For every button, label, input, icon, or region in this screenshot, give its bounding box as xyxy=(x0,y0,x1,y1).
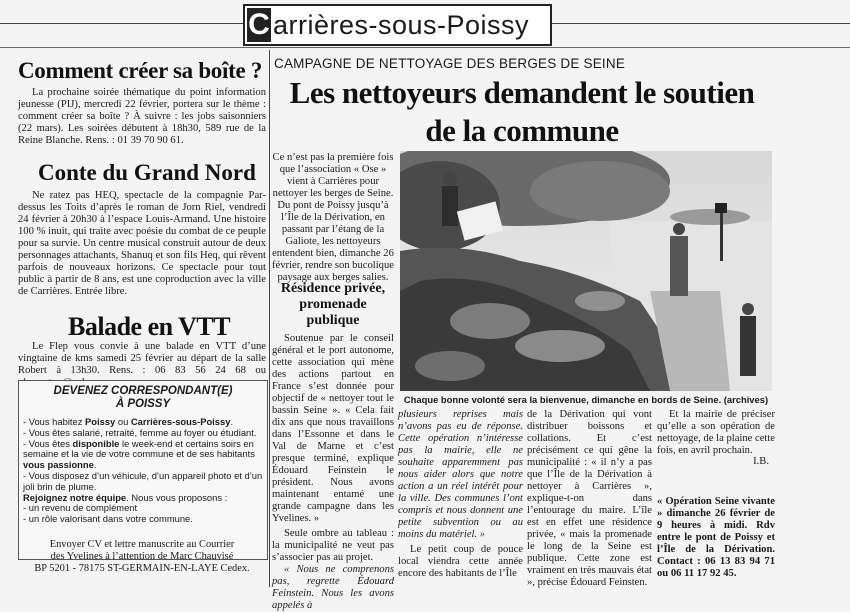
send-address xyxy=(18,539,266,575)
item-emphasis: disponible xyxy=(72,437,120,449)
top-rule xyxy=(0,47,850,48)
column-divider xyxy=(269,50,270,587)
photo-caption: Chaque bonne volonté sera la bienvenue, dimanche en bords de Seine. (archives) xyxy=(403,394,769,405)
correspondent-title-line2: À POISSY xyxy=(115,398,171,410)
quote-paragraph: plusieurs reprises mais n’avons pas eu de réponse. Cette opération n’intéresse pas la mairie, elle ne souhaite apparemment pas nous aider alors que notre action a un réel intérêt pour la ville. Des communes l’ont compris et nous donnent une petite subvention ou au moins du matériel. » xyxy=(398,409,523,540)
item-text: - Vous habitez xyxy=(23,416,86,427)
headline-line: Les nettoyeurs demandent le soutien xyxy=(289,75,755,110)
quote-paragraph: « Nous ne comprenons pas, regrette Édouard Feinstein. Nous les avons appelés à xyxy=(272,564,394,611)
item-text: - Vous êtes xyxy=(23,437,73,449)
item-text: - un rôle valorisant dans votre commune. xyxy=(23,513,193,525)
body-boite: La prochaine soirée thématique du point information jeunesse (PIJ), mercredi 22 février, portera sur le thème : comment créer sa boîte ? À suivre : les jobs saisonniers (22 mars). Les soirées débutent à 18h30, 589 rue de la Reine Blanche. Rens. : 01 39 70 90 61. xyxy=(18,87,266,146)
headline-conte: Conte du Grand Nord xyxy=(38,160,256,185)
article-col2 xyxy=(398,409,523,580)
masthead xyxy=(243,4,552,46)
item-text: . Nous vous proposons : xyxy=(126,491,228,503)
paragraph: Le petit coup de pouce local viendra cette année encore des habitants de l’Île xyxy=(398,544,523,579)
masthead-rule-right xyxy=(552,23,850,24)
event-info: « Opération Seine vivante » dimanche 26 février de 9 heures à midi. Rdv entre le pont de Poissy et l’Île de la Dérivation. Contact : 06 13 83 94 71 ou 06 11 17 92 45. xyxy=(657,495,775,579)
correspondent-box-title xyxy=(19,385,267,411)
subhead-line: promenade xyxy=(299,297,367,312)
article-col3 xyxy=(527,409,652,589)
paragraph: de la Dérivation qui vont distribuer boissons et collations. Et c’est précisément ce qui gêne la municipalité : « il n’y a pas que l’Île de la Dérivation à nettoyer à Carrières », explique-t-on dans l’entourage du maire. L’île est en effet une résidence privée, « mais la promenade le long de la Seine est publique. Cette zone est vraiment en très mauvais état », précise Édouard Feinsten. xyxy=(527,409,652,588)
body-vtt: Le Flep vous convie à une balade en VTT d’une vingtaine de kms samedi 25 février au départ de la salle Robert à 13h30. Rens. : 06 83 56 24 68 ou xyxy=(18,341,266,376)
article-headline xyxy=(272,74,772,150)
article-kicker: CAMPAGNE DE NETTOYAGE DES BERGES DE SEINE xyxy=(274,56,626,71)
article-col1-body xyxy=(272,333,394,612)
subhead-line: publique xyxy=(306,313,360,328)
item-emphasis: Rejoignez notre équipe xyxy=(23,491,127,503)
author-signature: I.B. xyxy=(753,456,769,467)
item-text: le week-end et certains soirs en semaine et la vie de votre commune et de ses habitants xyxy=(23,437,255,460)
correspondent-item xyxy=(23,471,263,493)
item-text: . xyxy=(93,459,97,471)
masthead-initial: C xyxy=(248,8,270,41)
masthead-rule xyxy=(0,23,243,24)
item-emphasis: Poissy xyxy=(85,416,116,427)
riverbank-photo xyxy=(400,151,772,391)
item-text: - Vous disposez d’un véhicule, d’un appareil photo et d’un joli brin de plume. xyxy=(23,469,263,492)
item-text: . xyxy=(230,416,234,427)
paragraph: Seule ombre au tableau : la municipalité ne veut pas s’associer pas au projet. xyxy=(272,528,394,563)
body-conte: Ne ratez pas HEQ, spectacle de la compagnie Par-dessus les Toits d’après le roman de Jorn Riel, vendredi 24 février à 20h30 à l’espace Louis-Armand. Une histoire 100 % inuit, qui traite avec poésie du combat de ce peuple pour sa survie. Un centre musical construit autour de deux personnages attachants, Shanuq et son fils Heq, qui rêvent parfois de nouveaux horizons. Ce spectacle pour tout public à partir de 8 ans, est une coproduction avec la ville de Carrières. Entrée libre. xyxy=(18,190,266,297)
send-line: Envoyer CV et lettre manuscrite au Courrier xyxy=(49,539,235,550)
article-col4 xyxy=(657,409,775,457)
correspondent-item xyxy=(23,439,263,471)
send-line: BP 5201 - 78175 ST-GERMAIN-EN-LAYE Cedex. xyxy=(34,563,250,574)
subhead-line: Résidence privée, xyxy=(280,281,386,296)
item-text: - un revenu de complément xyxy=(23,502,138,514)
correspondent-box xyxy=(18,380,268,560)
headline-vtt: Balade en VTT xyxy=(68,312,231,341)
article-lead: Ce n’est pas la première fois que l’association « Ose » vient à Carrières pour nettoyer les berges de Seine. Du pont de Poissy jusqu’à l’Île de la Dérivation, en passant par l’étang de la Galiote, les nettoyeurs entendent bien, dimanche 26 février, rendre son bucolique paysage aux berges salies. xyxy=(272,152,394,283)
correspondent-list xyxy=(23,417,263,525)
article-subhead xyxy=(272,281,394,329)
headline-line: de la commune xyxy=(425,113,619,148)
item-text: - Vous êtes salarié, retraité, femme au foyer ou étudiant. xyxy=(23,426,257,438)
correspondent-item xyxy=(23,514,263,525)
item-emphasis: Carrières-sous-Poissy xyxy=(130,416,231,427)
correspondent-title-line1: DEVENEZ CORRESPONDANT(E) xyxy=(53,385,233,397)
item-emphasis: vous passionne xyxy=(23,459,94,471)
send-line: des Yvelines à l’attention de Marc Chauvisé xyxy=(50,551,234,562)
paragraph: Soutenue par le conseil général et le port autonome, cette association qui mène des actions partout en France s’est donnée pour objectif de « nettoyer tout le bassin Seine ». « Cela fait dix ans que nous travaillons dans l’Essonne et dans le Val de Marne et c’est presque terminé, explique Édouard Feinstein le président. Nous avons maintenant entamé une grande campagne dans les Yvelines. » xyxy=(272,333,394,524)
headline-boite: Comment créer sa boîte ? xyxy=(18,58,263,83)
masthead-title: arrières-sous-Poissy xyxy=(273,9,530,40)
paragraph: Et la mairie de préciser qu’elle a son opération de nettoyage, de la plaine cette fois, en avril prochain. xyxy=(657,409,775,456)
item-text: ou xyxy=(115,416,131,427)
